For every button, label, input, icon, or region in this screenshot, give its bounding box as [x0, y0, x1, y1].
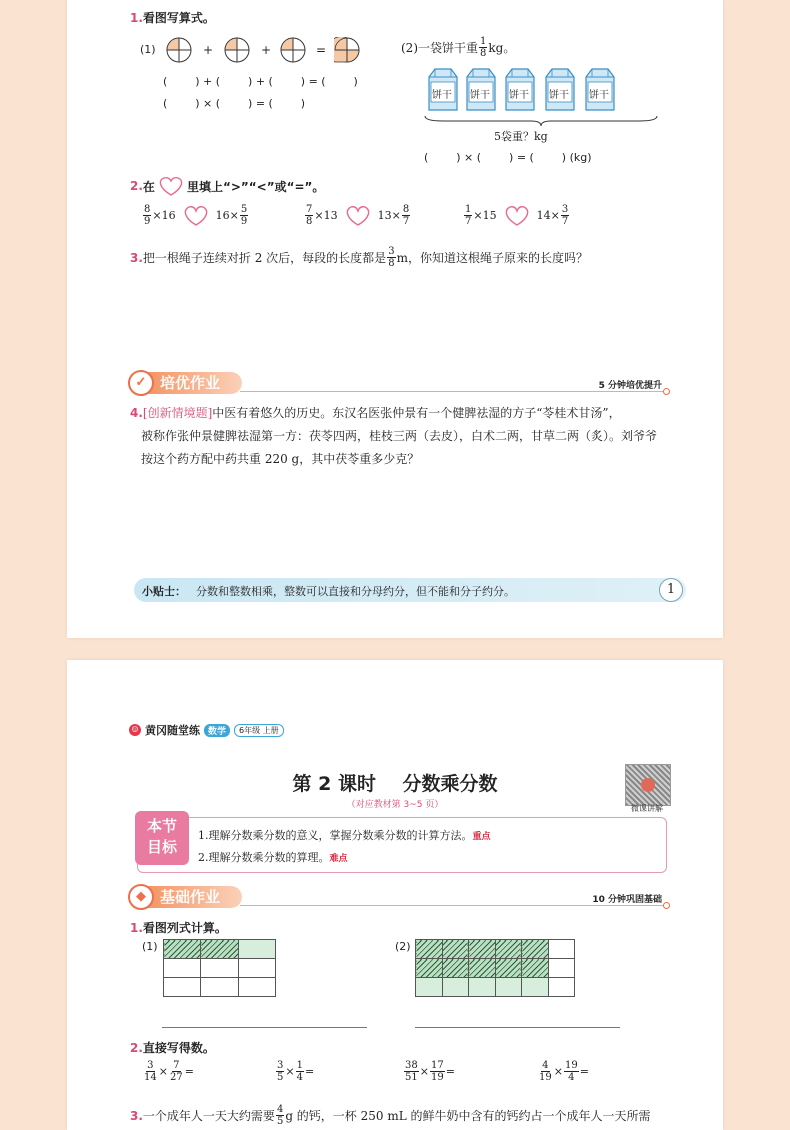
fraction [387, 246, 395, 269]
numerator: 1 [480, 36, 487, 47]
equals-sign[interactable]: = [445, 1065, 455, 1078]
answer-line-1[interactable] [162, 1027, 367, 1028]
question-title-part-a: 在 [142, 179, 155, 194]
fraction [538, 1060, 553, 1083]
numerator: 17 [430, 1060, 444, 1071]
question-text-b: g 的钙，一杯 250 mL 的鲜牛奶中含有的钙约占一个成年人一天所需 [285, 1109, 651, 1123]
grid-cell [522, 940, 549, 959]
question-3 [130, 246, 588, 269]
section-title: 培优作业 [130, 372, 242, 394]
question-tag: [创新情境题] [142, 406, 213, 420]
goal-2-tag: 难点 [329, 854, 348, 864]
goal-1-tag: 重点 [472, 832, 491, 842]
denominator: 7 [465, 216, 472, 227]
question-4-line-1 [130, 404, 621, 421]
q1-part1-answer-line-1[interactable]: ( ) + ( ) + ( ) = ( ) [163, 75, 358, 88]
question-title-part-b: 里填上“>”“<”或“=”。 [186, 179, 325, 194]
fraction [143, 1060, 158, 1083]
goal-2-text: 2.理解分数乘分数的算理。 [198, 851, 330, 864]
grid-cell [495, 959, 522, 978]
denominator: 5 [276, 1116, 284, 1127]
denominator: 4 [568, 1072, 575, 1083]
question-text: 中医有着悠久的历史。东汉名医张仲景有一个健脾祛湿的方子“苓桂术甘汤”， [212, 406, 621, 420]
fraction [169, 1060, 184, 1083]
tip-label: 小贴士： [142, 585, 186, 598]
question-title: 看图列式计算。 [142, 921, 227, 935]
question-number: 2. [130, 1041, 143, 1055]
grid-cell [238, 940, 275, 959]
grid-cell [522, 978, 549, 997]
question-1-heading [130, 7, 215, 26]
cube-icon: ◆ [128, 884, 154, 910]
numerator: 8 [402, 204, 410, 215]
grid-cell [442, 978, 469, 997]
cookie-label: 饼干 [432, 90, 452, 101]
denominator: 19 [539, 1072, 552, 1083]
equals-sign[interactable]: = [579, 1065, 589, 1078]
brace-label: 5袋重？kg [494, 130, 548, 143]
heart-blank-icon[interactable] [182, 205, 210, 227]
goal-1 [198, 827, 491, 843]
qr-center-icon [641, 778, 655, 792]
question-3 [130, 1104, 651, 1127]
grid-cell [416, 940, 443, 959]
numerator: 1 [465, 204, 472, 215]
equals-sign: = [316, 43, 327, 57]
goal-2 [198, 849, 348, 865]
section-time-hint: 10 分钟巩固基础 [592, 895, 662, 905]
denominator: 14 [144, 1072, 157, 1083]
grid-cell [495, 978, 522, 997]
denominator: 4 [296, 1072, 303, 1083]
tip-text: 分数和整数相乘，整数可以直接和分母约分，但不能和分子约分。 [196, 585, 515, 598]
qr-label: 微课讲解 [631, 804, 663, 813]
question-number: 3. [130, 1108, 143, 1123]
fraction [561, 204, 569, 227]
grade-badge: 6年级 上册 [234, 724, 284, 737]
numerator: 3 [277, 1060, 284, 1071]
brand-name: 黄冈随堂练 [145, 724, 200, 737]
question-text-a: 一个成年人一天大约需要 [142, 1109, 275, 1123]
grid-cell [238, 978, 275, 997]
grid-cell [469, 978, 496, 997]
comparison-item [304, 204, 411, 227]
page-number: 1 [659, 578, 683, 602]
denominator: 9 [240, 216, 248, 227]
banner-line [240, 391, 666, 392]
cookie-bag-icon [543, 67, 577, 111]
q1-part2-unit: kg。 [488, 41, 516, 55]
right-factor: 14× [536, 209, 560, 222]
left-factor: ×16 [152, 209, 176, 222]
workbook-page-2 [67, 660, 723, 1130]
denominator: 27 [169, 1072, 183, 1083]
lesson-title: 第 2 课时 分数乘分数 [292, 773, 498, 795]
fraction-grid-2 [415, 939, 575, 997]
fraction [276, 1060, 284, 1083]
question-number: 2. [130, 179, 143, 193]
grid-cell [548, 940, 575, 959]
heart-blank-icon[interactable] [344, 205, 372, 227]
fraction-circle-icon [224, 37, 250, 63]
q1-part2-prompt [401, 36, 515, 59]
heart-blank-icon [157, 176, 185, 196]
fraction [296, 1060, 304, 1083]
numerator: 3 [147, 1060, 154, 1071]
question-4-line-3: 按这个药方配中药共重 220 g，其中茯苓重多少克？ [141, 452, 420, 466]
denominator: 8 [388, 258, 395, 269]
goal-label-line-1: 本节 [146, 817, 177, 835]
grid-cell [238, 959, 275, 978]
fraction [430, 1060, 445, 1083]
goal-label-line-2: 目标 [146, 838, 177, 856]
workbook-page-1 [67, 0, 723, 638]
times-sign: × [419, 1065, 429, 1078]
equals-sign[interactable]: = [304, 1065, 315, 1078]
numerator: 38 [405, 1060, 418, 1071]
right-factor: 16× [215, 209, 239, 222]
numerator: 5 [240, 204, 248, 215]
brand-logo-icon: ☺ [129, 724, 141, 736]
lesson-goals-label [135, 811, 189, 865]
denominator: 7 [561, 216, 569, 227]
answer-line-2[interactable] [415, 1027, 620, 1028]
section-time-hint: 5 分钟培优提升 [598, 381, 662, 391]
fraction [143, 204, 151, 227]
fraction [240, 204, 248, 227]
q1-part1-answer-line-2[interactable]: ( ) × ( ) = ( ) [163, 97, 306, 110]
comparison-item [463, 204, 570, 227]
cookie-label: 饼干 [470, 90, 490, 101]
cookie-bag-icon [503, 67, 537, 111]
section-title: 基础作业 [130, 886, 242, 908]
question-1-heading [130, 917, 227, 936]
goal-1-text: 1.理解分数乘分数的意义，掌握分数乘分数的计算方法。 [198, 829, 473, 842]
left-factor: ×13 [314, 209, 338, 222]
question-title: 看图写算式。 [142, 11, 215, 25]
grid-cell [548, 959, 575, 978]
question-number: 3. [130, 250, 143, 265]
question-number: 1. [130, 921, 143, 935]
direct-answer-item [275, 1060, 314, 1083]
numerator: 4 [542, 1060, 549, 1071]
direct-answer-item [537, 1060, 589, 1083]
banner-dot [663, 902, 670, 909]
cookie-label: 饼干 [589, 90, 609, 101]
grid-cell [469, 959, 496, 978]
question-text-b: m，你知道这根绳子原来的长度吗？ [396, 251, 588, 265]
numerator: 3 [388, 246, 395, 257]
numerator: 7 [306, 204, 313, 215]
grid-cell [164, 978, 201, 997]
left-factor: ×15 [473, 209, 497, 222]
grid-cell [522, 959, 549, 978]
grid-cell [495, 940, 522, 959]
grid-cell [469, 940, 496, 959]
numerator: 3 [561, 204, 569, 215]
q1-part1-label: (1) [140, 43, 156, 56]
grid-cell [201, 978, 238, 997]
numerator: 1 [296, 1060, 303, 1071]
fraction [276, 1104, 284, 1127]
fraction [479, 36, 487, 59]
chart-icon: ✓ [128, 370, 154, 396]
cookie-bag-icon [426, 67, 460, 111]
page-header [129, 722, 284, 738]
comparison-item [142, 204, 249, 227]
grid-cell [442, 959, 469, 978]
plus-sign: + [203, 43, 214, 57]
numerator: 19 [564, 1060, 578, 1071]
lesson-subtitle: （对应教材第 3~5 页） [346, 800, 444, 810]
question-number: 1. [130, 11, 143, 25]
qr-code-icon[interactable] [625, 764, 671, 806]
fraction-circle-icon [166, 37, 192, 63]
direct-answer-item [142, 1060, 194, 1083]
denominator: 51 [405, 1072, 418, 1083]
grid-cell [164, 940, 201, 959]
fraction-circle-icon [334, 37, 360, 63]
section-banner [130, 372, 670, 396]
subject-badge: 数学 [204, 724, 230, 737]
grid-1-label: (1) [142, 940, 158, 953]
grid-2-label: (2) [395, 940, 411, 953]
right-factor: 13× [377, 209, 401, 222]
denominator: 19 [430, 1072, 444, 1083]
heart-blank-icon[interactable] [503, 205, 531, 227]
fraction [404, 1060, 419, 1083]
fraction [402, 204, 410, 227]
grid-cell [164, 959, 201, 978]
q1-part2-text: (2)一袋饼干重 [401, 41, 478, 55]
fraction [305, 204, 313, 227]
equals-sign[interactable]: = [184, 1065, 194, 1078]
section-banner [130, 886, 670, 910]
question-text-a: 把一根绳子连续对折 2 次后，每段的长度都是 [142, 251, 387, 265]
times-sign: × [285, 1065, 295, 1078]
grid-cell [201, 959, 238, 978]
denominator: 7 [402, 216, 410, 227]
brace-icon [423, 114, 659, 128]
grid-cell [201, 940, 238, 959]
fraction-circle-icon [280, 37, 306, 63]
grid-cell [416, 978, 443, 997]
numerator: 7 [173, 1060, 180, 1071]
fraction [564, 1060, 579, 1083]
question-4-line-2: 被称作张仲景健脾祛湿第一方：茯苓四两，桂枝三两（去皮），白术二两，甘草二两（炙）。刘爷爷 [141, 429, 658, 443]
denominator: 5 [277, 1072, 284, 1083]
denominator: 8 [480, 48, 487, 59]
times-sign: × [158, 1065, 168, 1078]
direct-answer-item [403, 1060, 455, 1083]
banner-dot [663, 388, 670, 395]
plus-sign: + [261, 43, 272, 57]
fraction [464, 204, 472, 227]
grid-cell [548, 978, 575, 997]
times-sign: × [553, 1065, 563, 1078]
cookie-bag-icon [583, 67, 617, 111]
numerator: 4 [276, 1104, 284, 1115]
denominator: 9 [144, 216, 151, 227]
question-title: 直接写得数。 [142, 1041, 215, 1055]
question-number: 4. [130, 406, 143, 420]
grid-cell [442, 940, 469, 959]
cookie-bag-icon [464, 67, 498, 111]
q1-part2-answer-line[interactable]: ( ) × ( ) = ( ) (kg) [424, 151, 592, 164]
grid-cell [416, 959, 443, 978]
question-2-heading [130, 176, 324, 196]
cookie-label: 饼干 [509, 90, 529, 101]
denominator: 8 [306, 216, 313, 227]
question-2-heading [130, 1037, 215, 1056]
fraction-grid-1 [163, 939, 276, 997]
tip-bar [134, 578, 686, 602]
banner-line [240, 905, 666, 906]
cookie-label: 饼干 [549, 90, 569, 101]
numerator: 8 [144, 204, 151, 215]
